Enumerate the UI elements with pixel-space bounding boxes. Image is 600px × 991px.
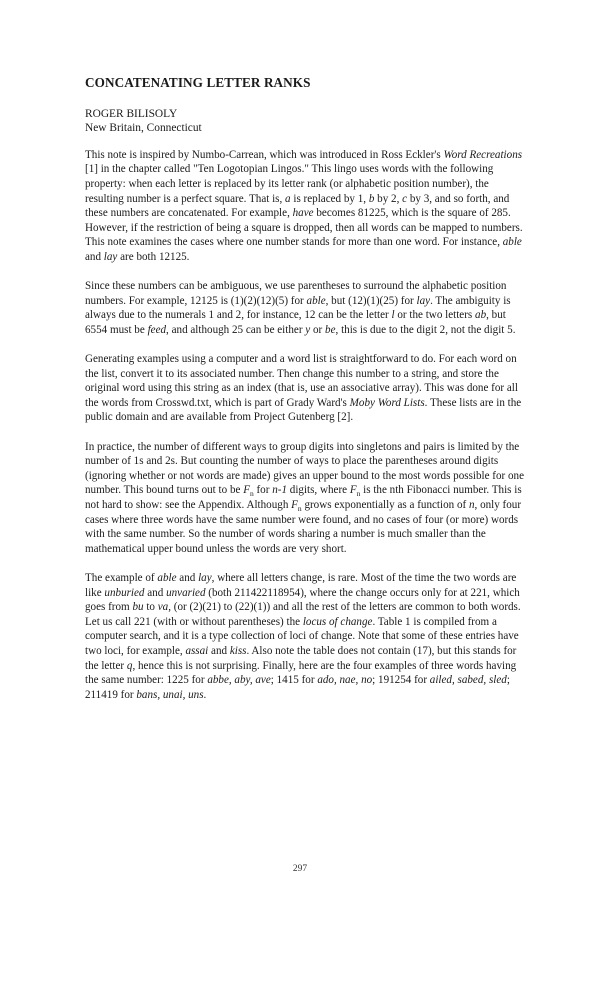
text-run: and: [144, 586, 167, 599]
text-run: This note is inspired by Numbo-Carrean, which was introduced in Ross Eckler's: [85, 148, 444, 161]
italic-text: n: [468, 499, 475, 512]
text-run: and: [85, 250, 104, 263]
text-run: [1] in the chapter called "Ten Logotopian Lingos." This lingo uses words with the following property: when each letter is replaced by its letter rank (or alphabetic position number), the resulting number is a perfect square. That is,: [85, 163, 494, 205]
article-title: CONCATENATING LETTER RANKS: [85, 75, 311, 90]
text-run: Generating examples using a computer and a word list is straightforward to do. For each word on the list, convert it to its associated number. Then change this number to a string, and store the original word using this string as an index (that is, use an associative array). This was done for all the words from Crosswd.txt, which is part of Grady Ward's: [85, 353, 518, 409]
italic-text: Moby Word Lists: [349, 396, 425, 409]
italic-text: va: [157, 601, 169, 614]
italic-text: ado, nae, no: [317, 674, 373, 687]
italic-text: lay: [103, 250, 118, 263]
text-run: or the two letters: [394, 309, 476, 322]
text-run: becomes 81225, which is the square of 285. However, if the restriction of being a square is dropped, then all words can be mapped to numbers. This note examines the cases where one number stands for more than one word. For instance,: [85, 207, 523, 249]
italic-text: abbe, aby, ave: [207, 674, 271, 687]
author-name: ROGER BILISOLY: [85, 107, 178, 120]
text-run: , hence this is not surprising. Finally, here are the four examples of three words having the same number: 1225 for: [85, 659, 517, 687]
text-run: . The ambiguity is always due to the numerals 1 and 2, for instance, 12 can be the letter: [85, 294, 511, 322]
italic-text: kiss: [229, 644, 247, 657]
italic-text: bans, unai, uns: [136, 688, 204, 701]
subscript-text: n: [249, 489, 254, 499]
italic-text: be: [325, 323, 336, 336]
italic-text: locus of change: [302, 615, 373, 628]
italic-text: ab: [475, 309, 487, 322]
italic-text: able: [306, 294, 326, 307]
subscript-text: n: [297, 504, 302, 514]
text-run: ; 1415 for: [270, 674, 318, 687]
italic-text: ailed, sabed, sled: [429, 674, 507, 687]
text-run: , but (12)(1)(25) for: [325, 294, 417, 307]
byline: [85, 107, 525, 136]
article-body: [85, 76, 525, 717]
paragraph-4: [85, 440, 525, 557]
text-run: to: [143, 601, 158, 614]
subscript-text: n: [356, 489, 361, 499]
text-run: , (or (2)(21) to (22)(1)) and all the rest of the letters are common to both words. Let us call 221 (with or without parentheses) the: [85, 601, 521, 628]
text-run: ; 191254 for: [372, 674, 430, 687]
italic-text: bu: [132, 601, 144, 614]
italic-text: assai: [185, 644, 209, 657]
text-run: , only four cases where three words have the same number were found, and no cases of four (or more) words with the same number. So the number of words sharing a number is much smaller than the mathematical upper bound unless the words are very short.: [85, 499, 522, 555]
text-run: ; 211419 for: [85, 674, 510, 701]
text-run: is replaced by 1,: [290, 192, 369, 205]
paragraph-1: [85, 148, 525, 265]
italic-text: c: [402, 192, 408, 205]
text-run: The example of: [85, 572, 158, 584]
italic-text: b: [368, 192, 375, 205]
italic-text: F: [291, 499, 298, 512]
text-run: . These lists are in the public domain and are available from Project Gutenberg [2].: [85, 396, 522, 424]
paragraphs: [85, 148, 525, 703]
text-run: . Table 1 is compiled from a computer search, and it is a type collection of loci of change. Note that some of these entries have two loci, for example,: [85, 615, 519, 657]
italic-text: unvaried: [166, 586, 206, 599]
italic-text: lay: [416, 294, 431, 307]
italic-text: able: [157, 572, 177, 584]
paragraph-3: [85, 352, 525, 425]
text-run: or: [310, 323, 326, 336]
text-run: Since these numbers can be ambiguous, we use parentheses to surround the alphabetic position numbers. For example, 12125 is (1)(2)(12)(5) for: [85, 280, 507, 307]
text-run: , and although 25 can be either: [166, 323, 306, 336]
text-run: is the nth Fibonacci number. This is not hard to show: see the Appendix. Although: [85, 484, 522, 512]
text-run: by 2,: [374, 192, 403, 205]
italic-text: Word Recreations: [443, 148, 523, 161]
text-run: by 3, and so forth, and these numbers are concatenated. For example,: [85, 192, 510, 220]
paragraph-2: [85, 279, 525, 337]
italic-text: F: [349, 484, 357, 497]
italic-text: lay: [198, 572, 212, 584]
text-run: digits, where: [287, 484, 350, 497]
text-run: . Also note the table does not contain (17), but this stands for the letter: [85, 644, 517, 672]
text-run: and: [208, 644, 230, 657]
italic-text: unburied: [104, 586, 145, 599]
text-run: In practice, the number of different ways to group digits into singletons and pairs is limited by the number of 1s and 2s. But counting the number of ways to place the parentheses around digits (ignoring whether or not words are made) gives an upper bound to the most words possible for one number. This bound turns out to be: [85, 440, 525, 497]
italic-text: F: [243, 484, 250, 497]
page-number: 297: [292, 864, 308, 874]
italic-text: feed: [147, 323, 167, 336]
text-run: , this is due to the digit 2, not the digit 5.: [335, 323, 516, 336]
italic-text: q: [126, 659, 133, 672]
text-run: and: [176, 572, 199, 584]
italic-text: y: [305, 323, 311, 336]
text-run: , where all letters change, is rare. Most of the time the two words are like: [85, 572, 517, 599]
italic-text: n-1: [272, 484, 287, 497]
italic-text: a: [285, 192, 291, 205]
author-location: New Britain, Connecticut: [85, 122, 202, 135]
text-run: are both 12125.: [117, 250, 190, 263]
text-run: (both 211422118954), where the change occurs only for at 221, which goes from: [85, 586, 520, 614]
text-run: , but 6554 must be: [85, 309, 506, 336]
text-run: grows exponentially as a function of: [301, 499, 469, 512]
paragraph-5: [85, 571, 525, 702]
text-run: for: [253, 484, 273, 497]
italic-text: l: [391, 309, 395, 322]
italic-text: able: [502, 236, 522, 249]
text-run: .: [203, 688, 207, 701]
italic-text: have: [292, 207, 314, 220]
